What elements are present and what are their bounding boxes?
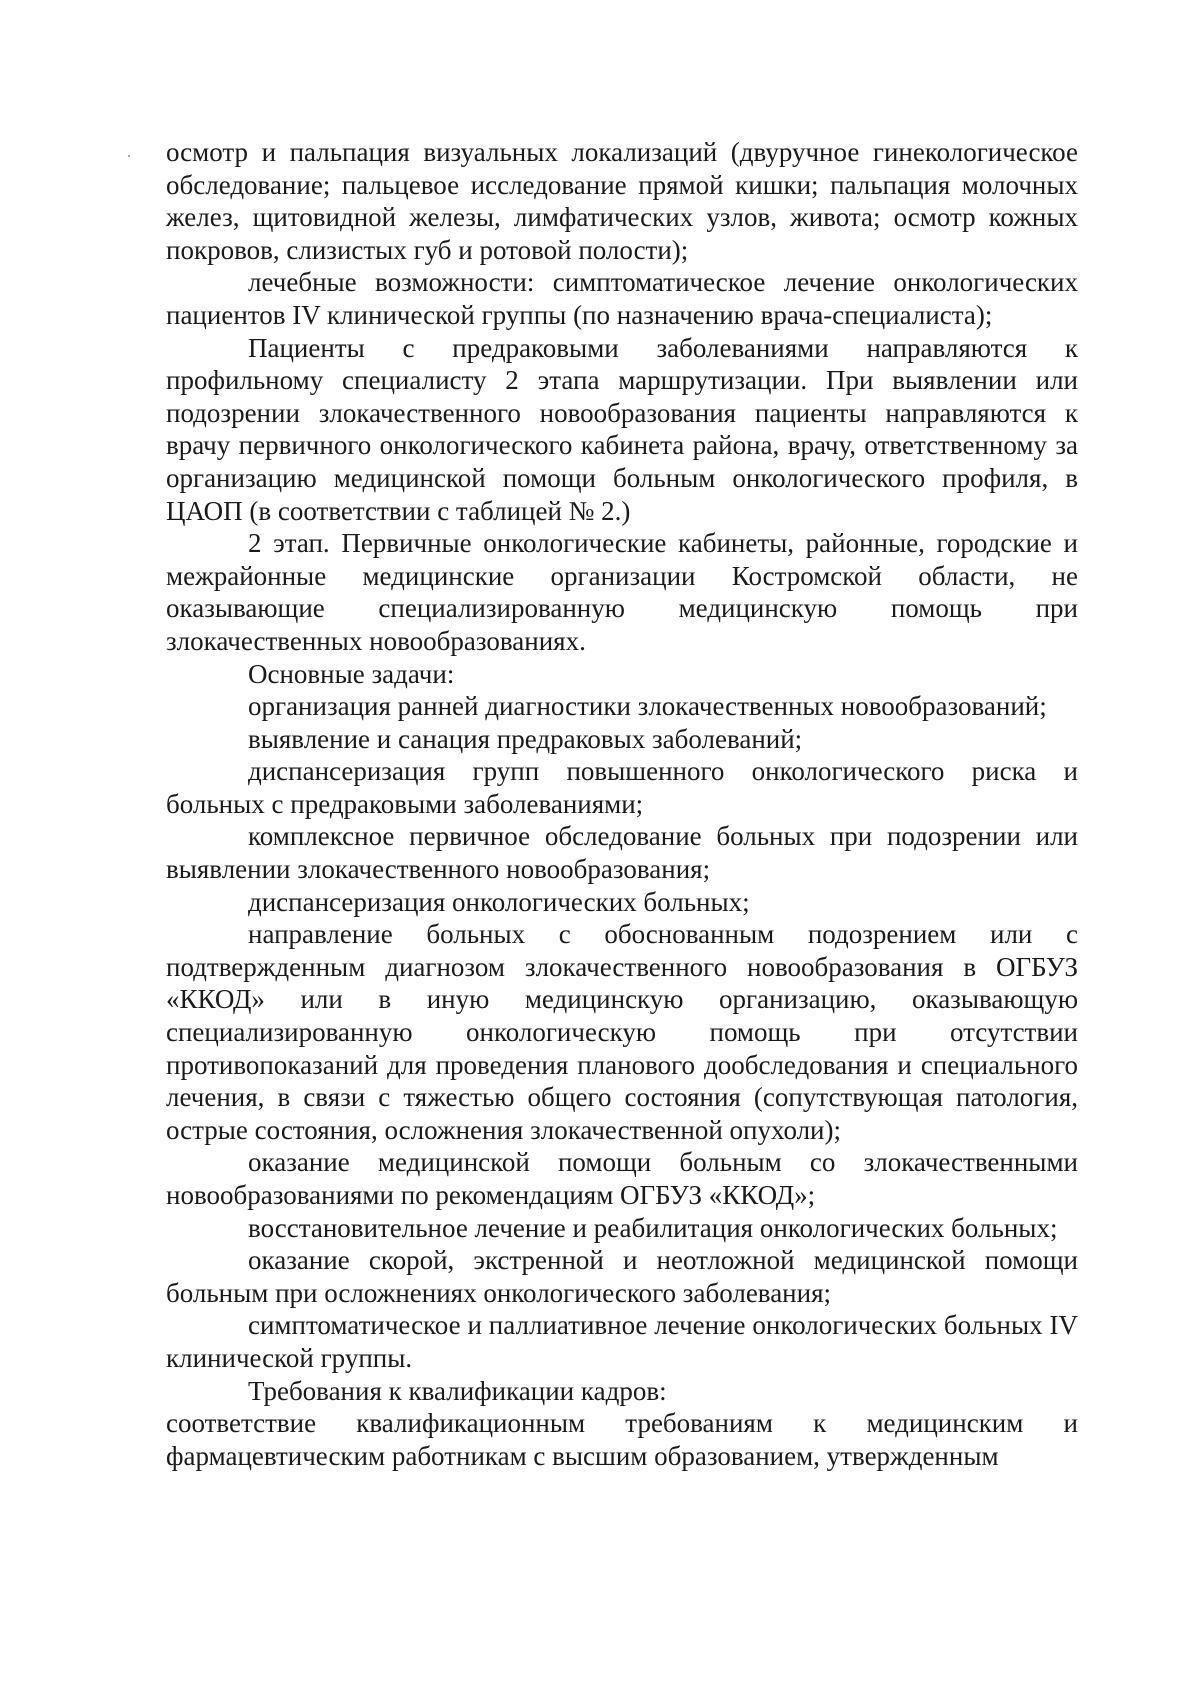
- paragraph-stage-two: 2 этап. Первичные онкологические кабинеты, районные, городские и межрайонные медицинские организации Костромской области, не оказывающие специализированную медицинскую помощь при злокачественных новообразованиях.: [166, 528, 1078, 656]
- document-body: [166, 136, 1078, 1472]
- paragraph-treatment-options: лечебные возможности: симптоматическое лечение онкологических пациентов IV клинической группы (по назначению врача-специалиста);: [166, 267, 1078, 330]
- paragraph-main-tasks-heading: Основные задачи:: [248, 658, 455, 689]
- list-item-primary-examination: комплексное первичное обследование больных при подозрении или выявлении злокачественного новообразования;: [166, 821, 1078, 885]
- paragraph-patient-referral: Пациенты с предраковыми заболеваниями направляются к профильному специалисту 2 этапа маршрутизации. При выявлении или подозрении злокачественного новообразования пациенты направляются к врачу первичного онкологического кабинета района, врачу, ответственному за организацию медицинской помощи больным онкологического профиля, в ЦАОП (в соответствии с таблицей № 2.): [166, 332, 1078, 526]
- list-item-emergency-care: оказание скорой, экстренной и неотложной медицинской помощи больным при осложнениях онкологического заболевания;: [166, 1245, 1078, 1308]
- list-item-referral-to-kkod: направление больных с обоснованным подозрением или с подтвержденным диагнозом злокачественного новообразования в ОГБУЗ «ККОД» или в иную медицинскую организацию, оказывающую специализированную онкологическую помощь при отсутствии противопоказаний для проведения планового дообследования и специального лечения, в связи с тяжестью общего состояния (сопутствующая патология, острые состояния, осложнения злокачественной опухоли);: [166, 919, 1078, 1145]
- list-item-early-diagnostics: организация ранней диагностики злокачественных новообразований;: [248, 691, 1047, 722]
- list-item-oncology-dispensary: диспансеризация онкологических больных;: [248, 886, 750, 917]
- list-item-risk-group-screening: диспансеризация групп повышенного онкологического риска и больных с предраковыми заболеваниями;: [166, 756, 1078, 819]
- paragraph-staff-requirements-heading: Требования к квалификации кадров:: [248, 1375, 667, 1406]
- list-item-precancer-detection: выявление и санация предраковых заболеваний;: [248, 723, 803, 754]
- scan-speck: [128, 155, 130, 157]
- list-item-care-by-recommendations: оказание медицинской помощи больным со злокачественными новообразованиями по рекомендациям ОГБУЗ «ККОД»;: [166, 1147, 1078, 1210]
- paragraph-examination: осмотр и пальпация визуальных локализаций (двуручное гинекологическое обследование; пальцевое исследование прямой кишки; пальпация молочных желез, щитовидной железы, лимфатических узлов, живота; осмотр кожных покровов, слизистых губ и ротовой полости);: [166, 137, 1078, 265]
- list-item-palliative-care: симптоматическое и паллиативное лечение онкологических больных IV клинической группы.: [166, 1310, 1078, 1373]
- list-item-rehabilitation: восстановительное лечение и реабилитация онкологических больных;: [248, 1212, 1058, 1243]
- paragraph-staff-requirements: соответствие квалификационным требованиям к медицинским и фармацевтическим работникам с высшим образованием, утвержденным: [166, 1408, 1078, 1471]
